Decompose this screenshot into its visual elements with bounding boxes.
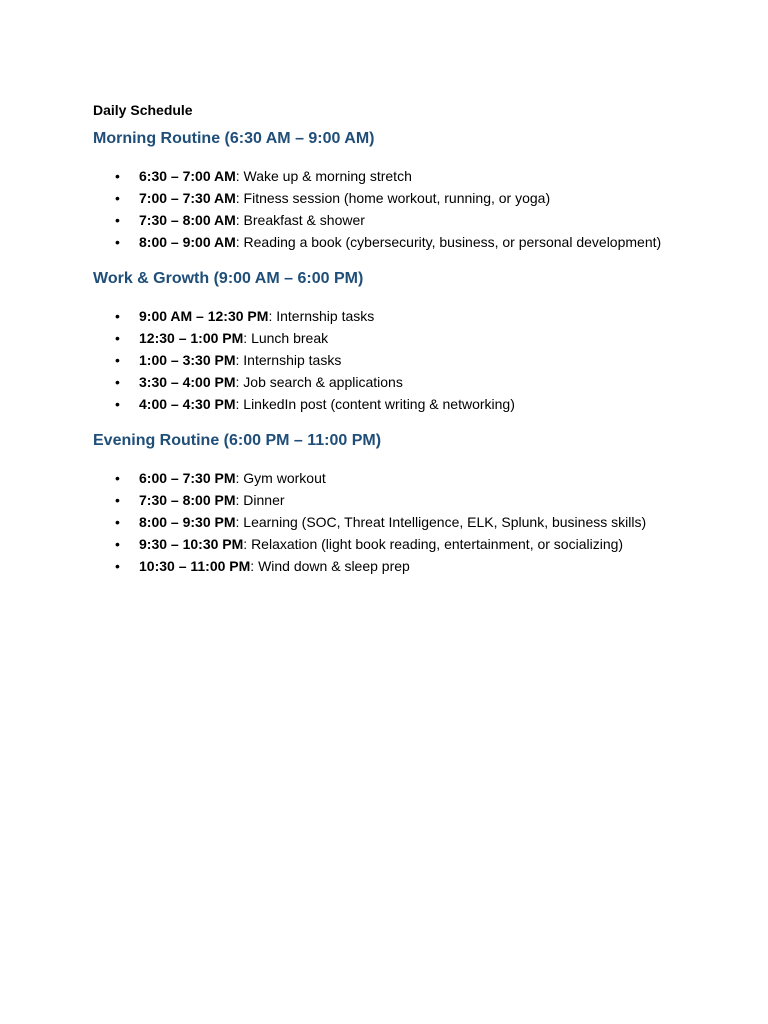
item-text: : Breakfast & shower (235, 212, 365, 228)
item-time: 9:30 – 10:30 PM (139, 536, 244, 552)
section-heading: Work & Growth (9:00 AM – 6:00 PM) (93, 270, 364, 287)
item-time: 1:00 – 3:30 PM (139, 352, 236, 368)
item-time: 7:30 – 8:00 AM (139, 212, 236, 228)
bullet-icon: • (115, 492, 120, 508)
item-time: 7:30 – 8:00 PM (139, 492, 236, 508)
list-item (93, 394, 693, 414)
bullet-icon: • (115, 352, 120, 368)
list-item (93, 328, 693, 348)
list-item (93, 188, 693, 208)
list-item (93, 490, 693, 510)
item-time: 12:30 – 1:00 PM (139, 330, 244, 346)
item-text: : Learning (SOC, Threat Intelligence, ELK, Splunk, business skills) (235, 514, 647, 530)
bullet-icon: • (115, 536, 120, 552)
item-text: : LinkedIn post (content writing & networking) (235, 396, 515, 412)
list-item (93, 166, 693, 186)
item-text: : Internship tasks (235, 352, 342, 368)
item-text: : Internship tasks (268, 308, 375, 324)
schedule-list (93, 166, 693, 252)
item-text: : Job search & applications (235, 374, 403, 390)
list-item (93, 372, 693, 392)
item-text: : Lunch break (243, 330, 329, 346)
item-time: 4:00 – 4:30 PM (139, 396, 236, 412)
section-heading: Morning Routine (6:30 AM – 9:00 AM) (93, 130, 375, 147)
bullet-icon: • (115, 212, 120, 228)
item-time: 3:30 – 4:00 PM (139, 374, 236, 390)
bullet-icon: • (115, 234, 120, 250)
item-time: 7:00 – 7:30 AM (139, 190, 236, 206)
bullet-icon: • (115, 396, 120, 412)
list-item (93, 534, 693, 554)
item-time: 6:30 – 7:00 AM (139, 168, 236, 184)
document-title: Daily Schedule (93, 102, 193, 118)
bullet-icon: • (115, 558, 120, 574)
list-item (93, 512, 693, 532)
list-item (93, 306, 693, 326)
list-item (93, 468, 693, 488)
item-text: : Dinner (235, 492, 285, 508)
bullet-icon: • (115, 330, 120, 346)
item-text: : Gym workout (235, 470, 326, 486)
schedule-list (93, 306, 693, 414)
document-page (93, 100, 693, 592)
item-text: : Fitness session (home workout, running, or yoga) (235, 190, 551, 206)
bullet-icon: • (115, 308, 120, 324)
bullet-icon: • (115, 168, 120, 184)
schedule-list (93, 468, 693, 576)
item-time: 6:00 – 7:30 PM (139, 470, 236, 486)
section-evening-routine (93, 430, 693, 576)
item-text: : Wake up & morning stretch (235, 168, 412, 184)
list-item (93, 210, 693, 230)
list-item (93, 232, 693, 252)
section-heading: Evening Routine (6:00 PM – 11:00 PM) (93, 432, 382, 449)
item-time: 8:00 – 9:00 AM (139, 234, 236, 250)
bullet-icon: • (115, 374, 120, 390)
item-text: : Reading a book (cybersecurity, business, or personal development) (235, 234, 662, 250)
section-morning-routine (93, 128, 693, 252)
item-text: : Relaxation (light book reading, entertainment, or socializing) (243, 536, 624, 552)
bullet-icon: • (115, 514, 120, 530)
bullet-icon: • (115, 470, 120, 486)
section-work-growth (93, 268, 693, 414)
list-item (93, 350, 693, 370)
item-time: 9:00 AM – 12:30 PM (139, 308, 269, 324)
bullet-icon: • (115, 190, 120, 206)
item-time: 10:30 – 11:00 PM (139, 558, 251, 574)
item-text: : Wind down & sleep prep (250, 558, 410, 574)
item-time: 8:00 – 9:30 PM (139, 514, 236, 530)
list-item (93, 556, 693, 576)
